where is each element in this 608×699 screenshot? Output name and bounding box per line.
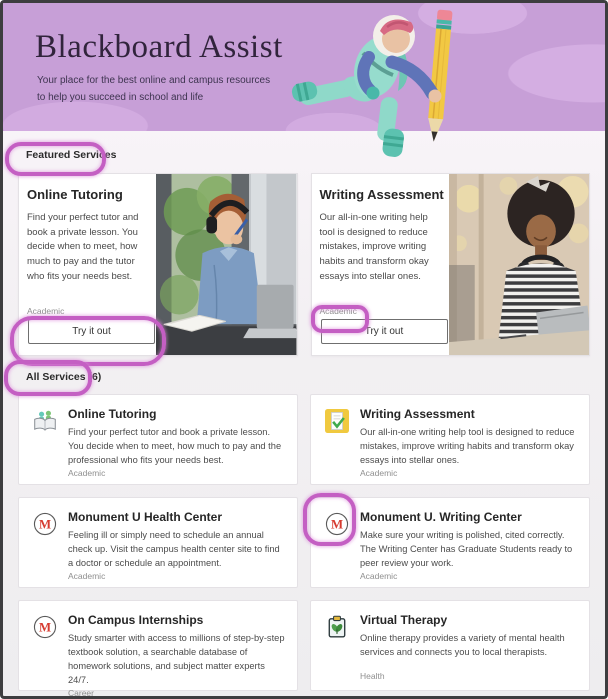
featured-card-writing-assessment <box>311 173 591 356</box>
therapy-clipboard-icon <box>325 613 349 681</box>
service-card-virtual-therapy[interactable] <box>310 600 590 691</box>
category-tag: Academic <box>27 306 65 316</box>
card-description: Find your perfect tutor and book a private lesson. You decide when to meet, how much to pay and the professional who fits your needs best. <box>68 427 282 465</box>
monument-u-logo-icon <box>325 510 349 578</box>
svg-text:M: M <box>330 517 344 532</box>
featured-card-text <box>19 174 156 355</box>
page-subtitle: Your place for the best online and campus resources to help you succeed in school and life <box>37 75 271 103</box>
card-description: Feeling ill or simply need to schedule an annual check up. Visit the campus health center site to find a doctor or schedule an appointment. <box>68 530 280 568</box>
category-tag: Academic <box>68 570 106 581</box>
card-title: On Campus Internships <box>68 613 204 627</box>
all-services-grid <box>18 394 590 698</box>
card-description: Find your perfect tutor and book a private lesson. You decide when to meet, how much to pay and the tutor who fits your needs best. <box>27 212 139 282</box>
service-card-on-campus-internships[interactable] <box>18 600 298 698</box>
try-it-out-button[interactable]: Try it out <box>28 319 155 344</box>
card-title: Monument U Health Center <box>68 510 223 524</box>
writing-checklist-icon <box>325 407 349 475</box>
card-title: Virtual Therapy <box>360 613 448 627</box>
page-header <box>3 3 605 131</box>
featured-services-heading: Featured Services <box>26 149 117 161</box>
service-card-monument-u-writing-center[interactable] <box>310 497 590 588</box>
woman-at-laptop-photo <box>449 174 590 355</box>
svg-text:M: M <box>38 620 52 635</box>
card-title: Monument U. Writing Center <box>360 510 522 524</box>
monument-u-logo-icon <box>33 613 57 681</box>
category-tag: Academic <box>68 467 106 478</box>
tutoring-people-book-icon <box>33 407 57 475</box>
card-title: Writing Assessment <box>319 187 444 202</box>
category-tag: Career <box>68 687 94 698</box>
card-description: Make sure your writing is polished, cited correctly. The Writing Center has Graduate Students ready to peer review your work. <box>360 530 573 568</box>
svg-text:M: M <box>38 517 52 532</box>
try-it-out-button[interactable]: Try it out <box>321 319 448 344</box>
card-title: Online Tutoring <box>27 187 123 202</box>
man-studying-photo <box>156 174 297 355</box>
card-description: Our all-in-one writing help tool is designed to reduce mistakes, improve writing habits and transform okay essays into stellar ones. <box>360 427 575 465</box>
featured-cards-row <box>18 173 590 356</box>
featured-card-online-tutoring <box>18 173 298 356</box>
category-tag: Health <box>360 671 385 681</box>
service-card-writing-assessment[interactable] <box>310 394 590 485</box>
category-tag: Academic <box>319 306 357 316</box>
page-title: Blackboard Assist <box>35 29 283 65</box>
monument-u-logo-icon <box>33 510 57 578</box>
card-description: Our all-in-one writing help tool is designed to reduce mistakes, improve writing habits and transform okay essays into stellar ones. <box>319 212 429 282</box>
service-card-online-tutoring[interactable] <box>18 394 298 485</box>
category-tag: Academic <box>360 467 398 478</box>
card-description: Study smarter with access to millions of step-by-step textbook solution, a searchable database of homework solutions, and subject matter experts 24/7. <box>68 633 285 685</box>
card-title: Writing Assessment <box>360 407 475 421</box>
card-description: Online therapy provides a variety of mental health services and connects you to local therapists. <box>360 633 565 657</box>
featured-card-photo <box>449 174 590 355</box>
featured-card-text <box>312 174 449 355</box>
service-card-monument-u-health-center[interactable] <box>18 497 298 588</box>
category-tag: Academic <box>360 570 398 581</box>
astronaut-pencil-illustration <box>291 5 491 163</box>
featured-card-photo <box>156 174 297 355</box>
card-title: Online Tutoring <box>68 407 157 421</box>
all-services-heading: All Services (6) <box>26 371 102 383</box>
page-content <box>3 131 605 698</box>
